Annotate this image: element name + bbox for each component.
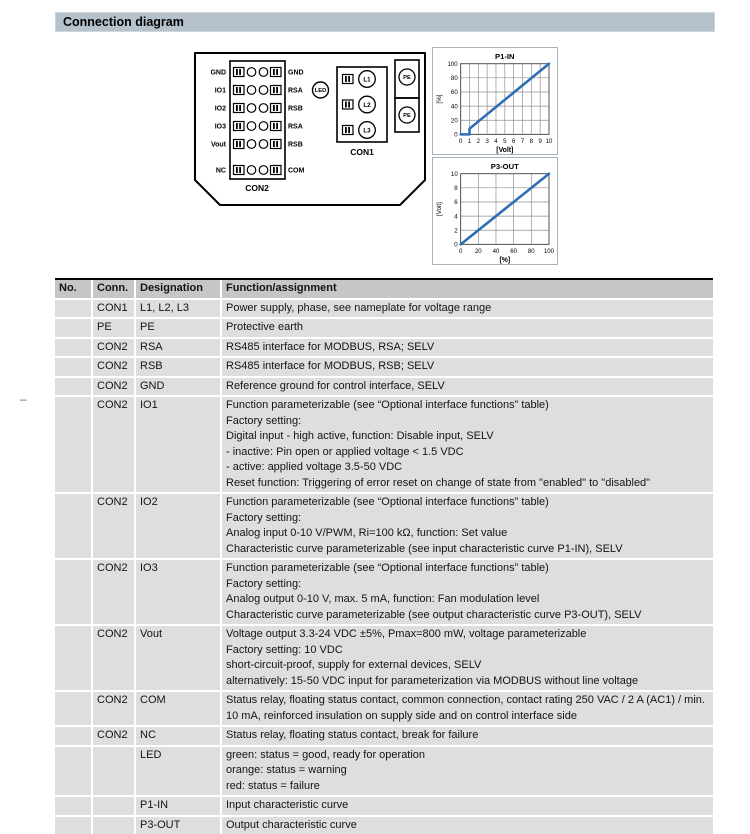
function-line: short-circuit-proof, supply for external devices, SELV xyxy=(226,658,709,674)
pin-label-left: NC xyxy=(216,168,226,175)
cell-no xyxy=(55,817,91,834)
cell-designation: RSA xyxy=(136,339,220,357)
x-axis-label: [Volt] xyxy=(496,147,513,154)
cell-conn: CON2 xyxy=(93,397,134,492)
pin-table xyxy=(55,278,713,834)
terminal-bar xyxy=(348,102,350,108)
y-tick-label: 80 xyxy=(451,75,458,82)
terminal-bar xyxy=(276,105,278,111)
cell-function xyxy=(222,319,713,337)
y-tick-label: 40 xyxy=(451,103,458,110)
x-tick-label: 4 xyxy=(494,138,498,145)
pin-label-left: IO2 xyxy=(215,106,226,113)
cell-conn: CON2 xyxy=(93,378,134,396)
cell-function xyxy=(222,747,713,796)
terminal-bar xyxy=(273,123,275,129)
cell-no xyxy=(55,626,91,690)
cell-function xyxy=(222,560,713,624)
y-tick-label: 6 xyxy=(454,199,458,206)
terminal-bar xyxy=(276,87,278,93)
pin-circle xyxy=(259,68,268,77)
pin-label-right: RSB xyxy=(288,142,303,149)
function-line: Function parameterizable (see “Optional interface functions” table) xyxy=(226,561,709,577)
function-line: Power supply, phase, see nameplate for voltage range xyxy=(226,301,709,317)
pin-circle xyxy=(247,86,256,95)
function-line: Status relay, floating status contact, break for failure xyxy=(226,728,709,744)
cell-function xyxy=(222,397,713,492)
x-tick-label: 9 xyxy=(538,138,542,145)
terminal-bar xyxy=(236,69,238,75)
terminal-bar xyxy=(236,167,238,173)
table-row xyxy=(55,397,713,492)
cell-no xyxy=(55,358,91,376)
terminal-icon xyxy=(343,126,354,135)
chart-p3-out xyxy=(432,157,558,265)
chart-p1-in xyxy=(432,47,558,155)
y-tick-label: 100 xyxy=(448,61,459,68)
pin-label-left: GND xyxy=(210,70,226,77)
table-row xyxy=(55,692,713,725)
cell-conn: CON2 xyxy=(93,626,134,690)
cell-designation: NC xyxy=(136,727,220,745)
terminal-bar xyxy=(236,141,238,147)
cell-no xyxy=(55,692,91,725)
table-row xyxy=(55,727,713,745)
x-tick-label: 8 xyxy=(530,138,534,145)
terminal-bar xyxy=(239,123,241,129)
pin-circle xyxy=(247,104,256,113)
con2-pin-row xyxy=(211,140,303,149)
function-line: Analog input 0-10 V/PWM, Ri=100 kΩ, function: Set value xyxy=(226,526,709,542)
terminal-bar xyxy=(348,76,350,82)
y-tick-label: 10 xyxy=(451,171,458,178)
cell-function xyxy=(222,727,713,745)
con1-label: CON1 xyxy=(350,147,374,157)
cell-conn: CON2 xyxy=(93,692,134,725)
pin-label-right: GND xyxy=(288,70,304,77)
cell-conn: CON2 xyxy=(93,339,134,357)
x-tick-label: 3 xyxy=(485,138,489,145)
cell-designation: L1, L2, L3 xyxy=(136,300,220,318)
con1-pin-row xyxy=(343,96,376,113)
function-line: - active: applied voltage 3.5-50 VDC xyxy=(226,460,709,476)
pin-label-right: RSA xyxy=(288,88,303,95)
phase-label: L2 xyxy=(363,102,371,109)
y-tick-label: 4 xyxy=(454,213,458,220)
pe-label: PE xyxy=(403,113,411,119)
pin-circle xyxy=(247,122,256,131)
cell-no xyxy=(55,797,91,815)
cell-function xyxy=(222,378,713,396)
table-row xyxy=(55,319,713,337)
terminal-icon xyxy=(271,122,282,131)
cell-conn: CON2 xyxy=(93,727,134,745)
cell-function xyxy=(222,494,713,558)
connection-diagram xyxy=(190,45,435,270)
phase-label: L1 xyxy=(363,76,371,83)
con2-pin-row xyxy=(215,86,303,95)
pin-label-right: COM xyxy=(288,168,305,175)
cell-designation: P1-IN xyxy=(136,797,220,815)
terminal-icon xyxy=(343,100,354,109)
pin-label-left: IO3 xyxy=(215,124,226,131)
pin-circle xyxy=(259,140,268,149)
function-line: alternatively: 15-50 VDC input for parameterization via MODBUS without line voltage xyxy=(226,674,709,690)
table-header-row xyxy=(55,280,713,298)
terminal-bar xyxy=(239,69,241,75)
cell-function xyxy=(222,358,713,376)
x-tick-label: 100 xyxy=(544,248,555,255)
con2-pin-row xyxy=(215,104,303,113)
terminal-icon xyxy=(271,104,282,113)
cell-conn: CON2 xyxy=(93,560,134,624)
y-tick-label: 8 xyxy=(454,185,458,192)
function-line: - inactive: Pin open or applied voltage < 1.5 VDC xyxy=(226,445,709,461)
cell-no xyxy=(55,560,91,624)
x-tick-label: 0 xyxy=(459,248,463,255)
terminal-bar xyxy=(239,167,241,173)
terminal-bar xyxy=(239,141,241,147)
cell-conn: CON2 xyxy=(93,358,134,376)
function-line: Factory setting: xyxy=(226,577,709,593)
cell-no xyxy=(55,378,91,396)
table-row xyxy=(55,797,713,815)
margin-dash: – xyxy=(20,392,27,406)
function-line: Characteristic curve parameterizable (see output characteristic curve P3-OUT), SELV xyxy=(226,608,709,624)
function-line: Function parameterizable (see “Optional interface functions” table) xyxy=(226,495,709,511)
cell-designation: LED xyxy=(136,747,220,796)
y-axis-label: [%] xyxy=(436,94,443,103)
terminal-bar xyxy=(273,69,275,75)
function-line: Factory setting: xyxy=(226,511,709,527)
cell-no xyxy=(55,494,91,558)
table-row xyxy=(55,300,713,318)
terminal-bar xyxy=(236,87,238,93)
pin-label-right: RSA xyxy=(288,124,303,131)
terminal-bar xyxy=(276,69,278,75)
function-line: Status relay, floating status contact, common connection, contact rating 250 VAC / 2 A (AC1) / min. 10 mA, reinforced insulation on supply side and on control interface side xyxy=(226,693,709,724)
terminal-bar xyxy=(239,87,241,93)
terminal-bar xyxy=(276,123,278,129)
pin-circle xyxy=(259,166,268,175)
function-line: Function parameterizable (see “Optional interface functions” table) xyxy=(226,398,709,414)
cell-no xyxy=(55,747,91,796)
x-tick-label: 7 xyxy=(521,138,525,145)
cell-conn xyxy=(93,797,134,815)
table-row xyxy=(55,494,713,558)
terminal-icon xyxy=(234,104,245,113)
terminal-bar xyxy=(276,167,278,173)
function-line: red: status = failure xyxy=(226,779,709,795)
led-label: LED xyxy=(315,88,327,94)
data-line xyxy=(461,174,549,245)
pin-circle xyxy=(247,68,256,77)
cell-function xyxy=(222,817,713,834)
x-tick-label: 2 xyxy=(477,138,481,145)
pin-label-left: IO1 xyxy=(215,88,226,95)
table-row xyxy=(55,626,713,690)
terminal-icon xyxy=(271,166,282,175)
cell-no xyxy=(55,397,91,492)
cell-designation: P3-OUT xyxy=(136,817,220,834)
y-tick-label: 2 xyxy=(454,227,458,234)
con2-pin-row xyxy=(215,122,303,131)
pe-terminal xyxy=(395,60,419,98)
terminal-icon xyxy=(234,68,245,77)
table-row xyxy=(55,560,713,624)
table-row xyxy=(55,358,713,376)
terminal-icon xyxy=(234,166,245,175)
cell-designation: IO1 xyxy=(136,397,220,492)
cell-designation: PE xyxy=(136,319,220,337)
terminal-icon xyxy=(271,86,282,95)
terminal-bar xyxy=(239,105,241,111)
terminal-icon xyxy=(234,86,245,95)
function-line: Factory setting: xyxy=(226,414,709,430)
function-line: Output characteristic curve xyxy=(226,818,709,834)
cell-no xyxy=(55,300,91,318)
function-line: Reset function: Triggering of error reset on change of state from "enabled" to "disabled" xyxy=(226,476,709,492)
cell-conn xyxy=(93,747,134,796)
cell-function xyxy=(222,626,713,690)
terminal-bar xyxy=(273,141,275,147)
chart-title: P3-OUT xyxy=(491,162,519,171)
cell-designation: RSB xyxy=(136,358,220,376)
y-axis-label: [Volt] xyxy=(436,202,443,216)
pin-label-right: RSB xyxy=(288,106,303,113)
y-tick-label: 20 xyxy=(451,117,458,124)
pin-circle xyxy=(247,166,256,175)
terminal-bar xyxy=(273,167,275,173)
pe-label: PE xyxy=(403,75,411,81)
terminal-bar xyxy=(348,127,350,133)
cell-function xyxy=(222,300,713,318)
header-cell: No. xyxy=(55,280,91,298)
page-title: Connection diagram xyxy=(55,12,715,32)
table-row xyxy=(55,378,713,396)
cell-designation: GND xyxy=(136,378,220,396)
con2-pin-row xyxy=(216,166,305,175)
function-line: RS485 interface for MODBUS, RSA; SELV xyxy=(226,340,709,356)
x-tick-label: 40 xyxy=(493,248,500,255)
function-line: Reference ground for control interface, SELV xyxy=(226,379,709,395)
cell-conn: PE xyxy=(93,319,134,337)
con2-block xyxy=(210,61,304,193)
cell-function xyxy=(222,339,713,357)
table-row xyxy=(55,817,713,834)
x-tick-label: 5 xyxy=(503,138,507,145)
terminal-bar xyxy=(276,141,278,147)
terminal-icon xyxy=(343,75,354,84)
terminal-icon xyxy=(271,68,282,77)
header-cell: Designation xyxy=(136,280,220,298)
function-line: RS485 interface for MODBUS, RSB; SELV xyxy=(226,359,709,375)
cell-no xyxy=(55,339,91,357)
cell-no xyxy=(55,727,91,745)
pe-terminal xyxy=(395,98,419,132)
y-tick-label: 0 xyxy=(454,132,458,139)
y-tick-label: 60 xyxy=(451,89,458,96)
function-line: Analog output 0-10 V, max. 5 mA, function: Fan modulation level xyxy=(226,592,709,608)
x-tick-label: 20 xyxy=(475,248,482,255)
phase-label: L3 xyxy=(363,127,371,134)
x-tick-label: 10 xyxy=(546,138,553,145)
cell-designation: IO3 xyxy=(136,560,220,624)
cell-no xyxy=(55,319,91,337)
x-tick-label: 60 xyxy=(510,248,517,255)
function-line: Protective earth xyxy=(226,320,709,336)
cell-conn: CON1 xyxy=(93,300,134,318)
chart-title: P1-IN xyxy=(495,52,515,61)
header-cell: Conn. xyxy=(93,280,134,298)
table-row xyxy=(55,339,713,357)
pin-circle xyxy=(247,140,256,149)
function-line: Input characteristic curve xyxy=(226,798,709,814)
cell-designation: COM xyxy=(136,692,220,725)
header-cell: Function/assignment xyxy=(222,280,713,298)
function-line: green: status = good, ready for operation xyxy=(226,748,709,764)
cell-conn: CON2 xyxy=(93,494,134,558)
cell-function xyxy=(222,692,713,725)
terminal-bar xyxy=(345,127,347,133)
function-line: Characteristic curve parameterizable (see input characteristic curve P1-IN), SELV xyxy=(226,542,709,558)
terminal-bar xyxy=(273,87,275,93)
led-indicator xyxy=(313,82,329,98)
terminal-icon xyxy=(234,140,245,149)
terminal-bar xyxy=(236,105,238,111)
x-axis-label: [%] xyxy=(499,257,510,264)
cell-designation: IO2 xyxy=(136,494,220,558)
terminal-bar xyxy=(273,105,275,111)
terminal-bar xyxy=(236,123,238,129)
cell-designation: Vout xyxy=(136,626,220,690)
function-line: Factory setting: 10 VDC xyxy=(226,643,709,659)
con1-block xyxy=(337,67,387,157)
con1-pin-row xyxy=(343,122,376,139)
pin-circle xyxy=(259,86,268,95)
x-tick-label: 1 xyxy=(468,138,472,145)
x-tick-label: 80 xyxy=(528,248,535,255)
y-tick-label: 0 xyxy=(454,242,458,249)
pin-circle xyxy=(259,122,268,131)
function-line: orange: status = warning xyxy=(226,763,709,779)
cell-function xyxy=(222,797,713,815)
function-line: Voltage output 3.3-24 VDC ±5%, Pmax=800 mW, voltage parameterizable xyxy=(226,627,709,643)
con1-pin-row xyxy=(343,71,376,88)
pin-label-left: Vout xyxy=(211,142,227,149)
con2-pin-row xyxy=(210,68,303,77)
con2-label: CON2 xyxy=(245,183,269,193)
x-tick-label: 6 xyxy=(512,138,516,145)
terminal-bar xyxy=(345,102,347,108)
terminal-bar xyxy=(345,76,347,82)
terminal-icon xyxy=(234,122,245,131)
x-tick-label: 0 xyxy=(459,138,463,145)
function-line: Digital input - high active, function: Disable input, SELV xyxy=(226,429,709,445)
cell-conn xyxy=(93,817,134,834)
terminal-icon xyxy=(271,140,282,149)
table-row xyxy=(55,747,713,796)
pin-circle xyxy=(259,104,268,113)
